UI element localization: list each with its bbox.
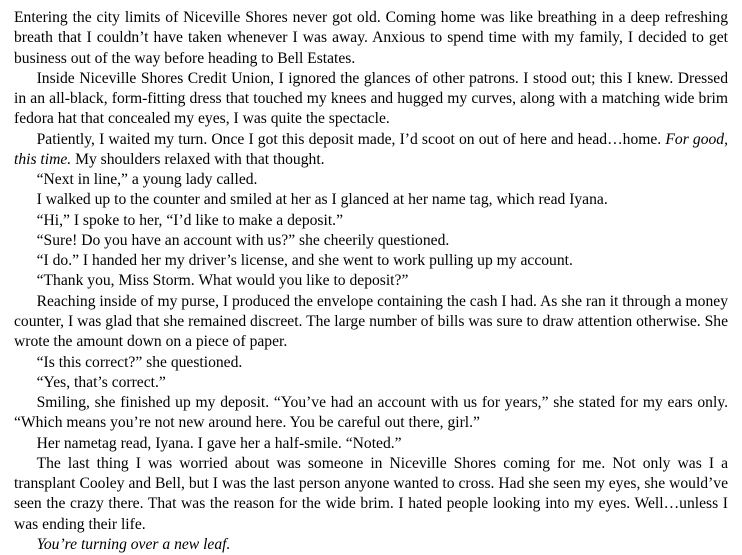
paragraph [14,130,728,171]
text-run: Entering the city limits of Niceville Shores never got old. Coming home was like breathing in a deep refreshing breath that I couldn’t have taken whenever I was away. Anxious to spend time with my family, I decided to get business out of the way before heading to Bell Estates. [14,9,728,67]
paragraph [14,454,728,535]
text-run: The last thing I was worried about was someone in Niceville Shores coming for me. Not only was I a transplant Cooley and Bell, but I was the last person anyone wanted to cross. Had she seen my eyes, she would’ve seen the crazy there. That was the reason for the wide brim. I hated people looking into my eyes. Well…unless I was ending their life. [14,454,728,533]
text-run-italic: For good, this time. [14,130,729,168]
paragraph [14,231,728,251]
text-run: “Next in line,” a young lady called. [36,171,258,189]
paragraph [14,434,728,454]
paragraph [14,535,728,555]
paragraph [14,8,728,69]
paragraph [14,190,728,210]
text-run: Reaching inside of my purse, I produced the envelope containing the cash I had. As she ran it through a money counter, I was glad that she remained discreet. The large number of bills was sure to draw attention otherwise. She wrote the amount down on a piece of paper. [14,292,728,351]
document-body [14,8,728,555]
text-run: Smiling, she finished up my deposit. “You’ve had an account with us for years,” she stated for my ears only. “Which means you’re not new around here. You be careful out there, girl.” [14,394,728,432]
text-run-italic: You’re turning over a new leaf. [36,535,231,553]
paragraph [14,353,728,373]
text-run: “Yes, that’s correct.” [36,373,166,391]
text-run: Inside Niceville Shores Credit Union, I ignored the glances of other patrons. I stood out; this I knew. Dressed in an all-black, form-fitting dress that touched my knees and hugged my curves, along with a matching wide brim fedora hat that concealed my eyes, I was quite the spectacle. [14,69,728,128]
text-run: “Thank you, Miss Storm. What would you like to deposit?” [36,272,409,290]
paragraph [14,69,728,130]
text-run: I walked up to the counter and smiled at her as I glanced at her name tag, which read Iyana. [36,191,608,209]
text-run: “I do.” I handed her my driver’s license, and she went to work pulling up my account. [36,252,573,270]
paragraph [14,251,728,271]
text-run: “Hi,” I spoke to her, “I’d like to make a deposit.” [36,211,343,229]
paragraph [14,211,728,231]
paragraph [14,373,728,393]
paragraph [14,170,728,190]
paragraph [14,271,728,291]
text-run: Her nametag read, Iyana. I gave her a half-smile. “Noted.” [36,434,402,452]
text-run: “Is this correct?” she questioned. [36,353,243,371]
paragraph [14,393,728,434]
text-run: “Sure! Do you have an account with us?” she cheerily questioned. [36,231,450,249]
text-run: My shoulders relaxed with that thought. [71,150,325,168]
paragraph [14,292,728,353]
text-run: Patiently, I waited my turn. Once I got this deposit made, I’d scoot on out of here and head…home. [36,130,666,148]
